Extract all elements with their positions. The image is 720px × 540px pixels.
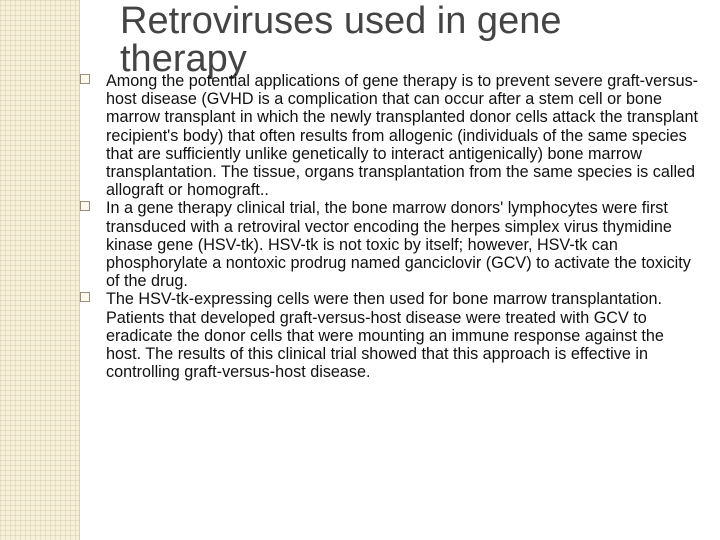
bullet-text: Among the potential applications of gene therapy is to prevent severe graft-versus-host disease (GVHD is a complication that can occur after a stem cell or bone marrow transplant in which the newly transplanted donor cells attack the transplant recipient's body) that often results from allogenic (individuals of the same species that are sufficiently unlike genetically to interact antigenically) bone marrow transplantation. The tissue, organs transplantation from the same species is called allograft or homograft.. (106, 72, 699, 200)
bullet-text: The HSV-tk-expressing cells were then used for bone marrow transplantation. Patients that developed graft-versus-host disease were treated with GCV to eradicate the donor cells that were mounting an immune response against the host. The results of this clinical trial showed that this approach is effective in controlling graft-versus-host disease. (106, 290, 664, 382)
bullet-text: In a gene therapy clinical trial, the bone marrow donors' lymphocytes were first transduced with a retroviral vector encoding the herpes simplex virus thymidine kinase gene (HSV-tk). HSV-tk is not toxic by itself; however, HSV-tk can phosphorylate a nontoxic prodrug named ganciclovir (GCV) to activate the toxicity of the drug. (106, 199, 691, 291)
slide-title: Retroviruses used in gene therapy (120, 0, 562, 80)
square-bullet-icon (80, 292, 90, 302)
square-bullet-icon (80, 74, 90, 84)
bullet-item (80, 72, 700, 199)
bullet-item (80, 290, 700, 381)
bullet-list (80, 72, 700, 381)
square-bullet-icon (80, 201, 90, 211)
decorative-side-strip (0, 0, 79, 540)
bullet-item (80, 199, 700, 290)
